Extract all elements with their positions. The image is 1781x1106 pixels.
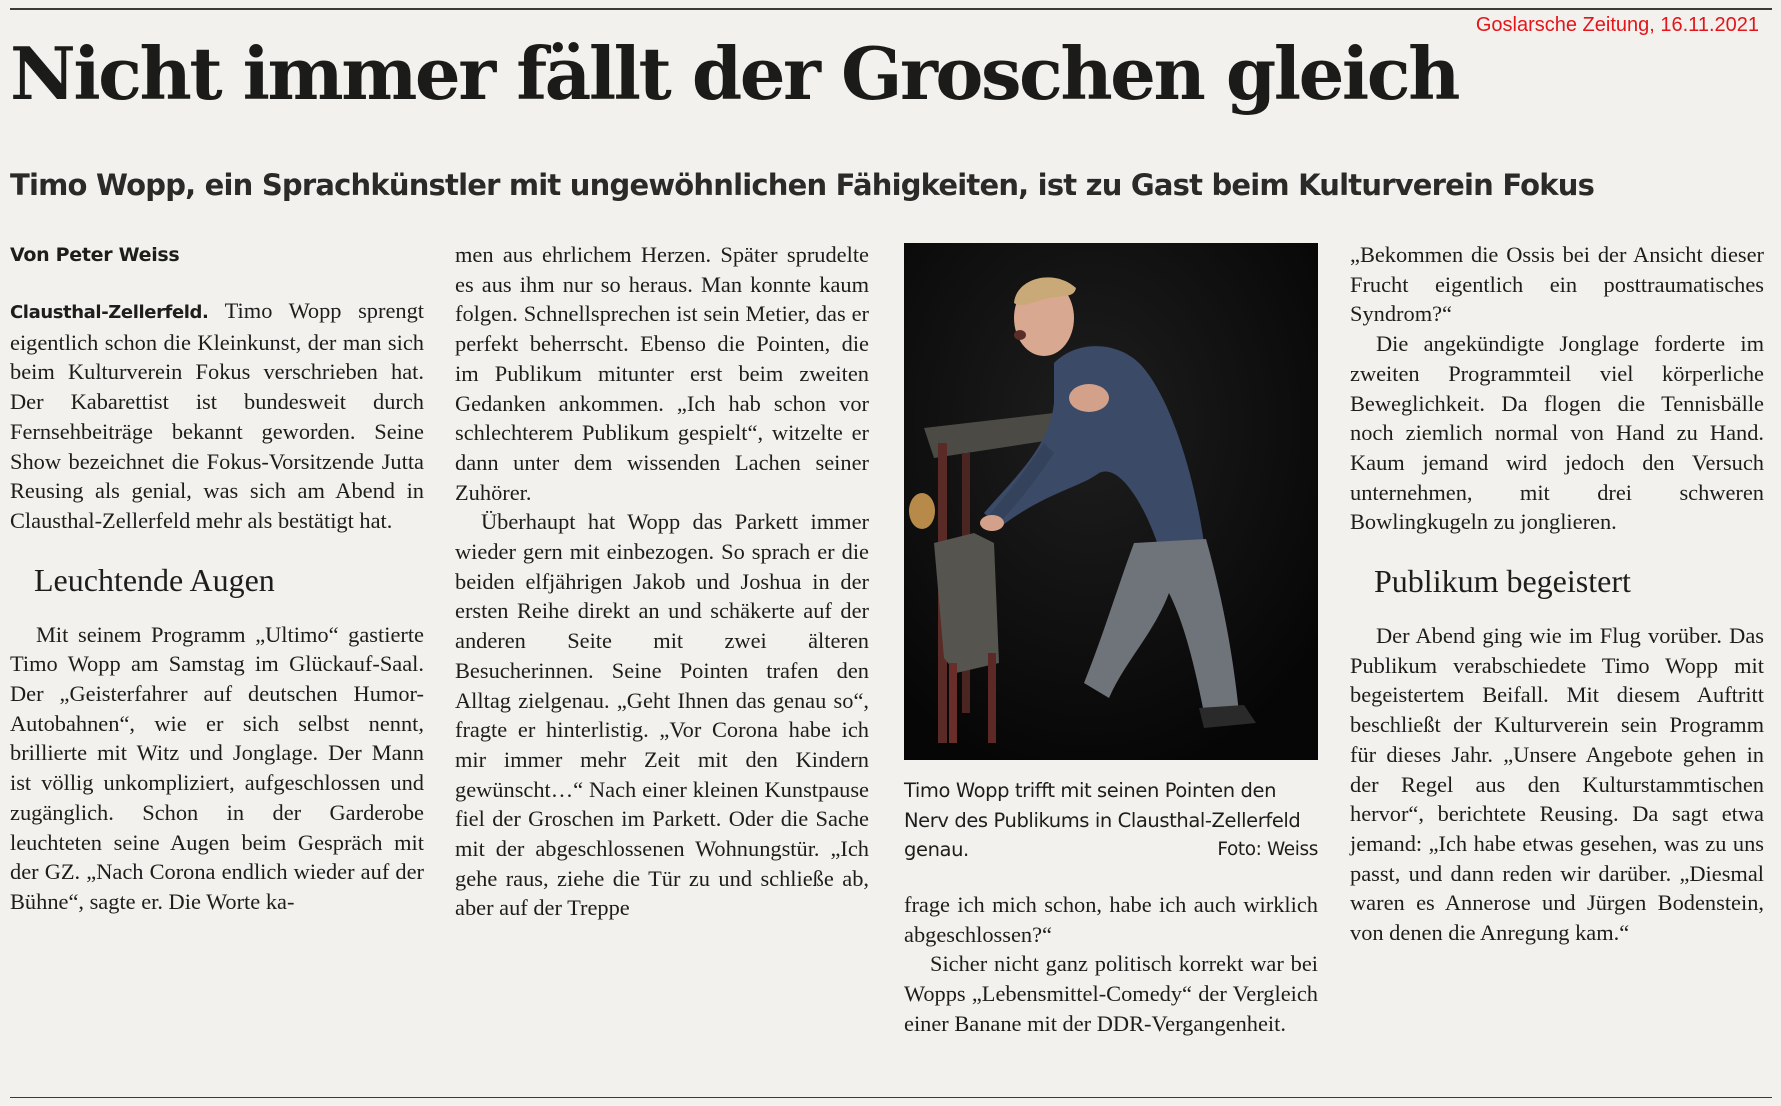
top-rule — [10, 8, 1772, 10]
article-column-3 — [904, 890, 1318, 1039]
paragraph: Überhaupt hat Wopp das Parkett immer wieder gern mit einbezogen. So sprach er die beiden elfjährigen Jakob und Joshua in der ersten Reihe direkt an und schäkerte auf der anderen Seite mit zwei älteren Besucherinnen. Seine Pointen trafen den Alltag zielgenau. „Geht Ihnen das genau so“, fragte er hinterlistig. „Vor Corona habe ich mir immer mehr Zeit mit den Kindern gewünscht…“ Nach einer kleinen Kunstpause fiel der Groschen im Parkett. Oder die Sache mit der abgeschlossenen Wohnungstür. „Ich gehe raus, ziehe die Tür zu und schließe ab, aber auf der Treppe — [455, 509, 869, 921]
paragraph: Mit seinem Programm „Ultimo“ gastierte Timo Wopp am Samstag im Glückauf-Saal. Der „Geisterfahrer auf deutschen Humor-Autobahnen“, wie er sich selbst nennt, brillierte mit Witz und Jonglage. Der Mann ist völlig unkompliziert, aufgeschlossen und zugänglich. Schon in der Garderobe leuchteten seine Augen beim Gespräch mit der GZ. „Nach Corona endlich wieder auf der Bühne“, sagte er. Die Worte ka- — [10, 621, 424, 914]
lead-text: Timo Wopp sprengt eigentlich schon die Kleinkunst, der man sich beim Kulturverein Fokus verschrieben hat. Der Kabarettist ist bundesweit durch Fernsehbeiträge bekannt geworden. Seine Show bezeichnet die Fokus-Vorsitzende Jutta Reusing als genial, was sich am Abend in Clausthal-Zellerfeld mehr als bestätigt hat. — [10, 298, 424, 533]
photo-caption — [904, 776, 1318, 865]
photo-credit: Foto: Weiss — [1217, 839, 1318, 861]
paragraph: Der Abend ging wie im Flug vorüber. Das Publikum verabschiedete Timo Wopp mit begeistertem Beifall. Mit diesem Auftritt beschließt der Kulturverein sein Programm für dieses Jahr. „Unsere Angebote gehen in der Regel aus den Kulturstammtischen hervor“, berichtete Reusing. Da sagt etwa jemand: „Ich habe etwas gesehen, was zu uns passt, und dann reden wir darüber. „Diesmal waren es Annerose und Jürgen Bodenstein, von denen die Anregung kam.“ — [1350, 623, 1764, 946]
paragraph: Sicher nicht ganz politisch korrekt war bei Wopps „Lebensmittel-Comedy“ der Vergleich einer Banane mit der DDR-Vergangenheit. — [904, 951, 1318, 1036]
paragraph: Die angekündigte Jonglage forderte im zweiten Programmteil viel körperliche Beweglichkeit. Da flogen die Tennisbälle noch ziemlich normal von Hand zu Hand. Kaum jemand wird jedoch den Versuch unternehmen, mit drei schweren Bowlingkugeln zu jonglieren. — [1350, 331, 1764, 535]
headline: Nicht immer fällt der Groschen gleich — [10, 31, 1458, 116]
lead-paragraph — [10, 296, 424, 536]
subhead-publikum-begeistert: Publikum begeistert — [1374, 563, 1631, 600]
paragraph: frage ich mich schon, habe ich auch wirklich abgeschlossen?“ — [904, 892, 1318, 947]
caption-text: Timo Wopp trifft mit seinen Pointen den Nerv des Publikums in Clausthal-Zellerfeld genau. — [904, 779, 1301, 862]
byline: Von Peter Weiss — [10, 244, 180, 266]
subheadline: Timo Wopp, ein Sprachkünstler mit ungewöhnlichen Fähigkeiten, ist zu Gast beim Kulturverein Fokus — [10, 168, 1595, 202]
article-column-4 — [1350, 240, 1764, 948]
paragraph: „Bekommen die Ossis bei der Ansicht dieser Frucht eigentlich ein posttraumatisches Syndrom?“ — [1350, 242, 1764, 327]
article-photo — [904, 243, 1318, 760]
dateline: Clausthal-Zellerfeld. — [10, 302, 209, 323]
photo-illustration — [904, 243, 1318, 760]
subhead-leuchtende-augen: Leuchtende Augen — [34, 561, 275, 598]
source-note: Goslarsche Zeitung, 16.11.2021 — [1475, 14, 1759, 36]
paragraph: men aus ehrlichem Herzen. Später sprudelte es aus ihm nur so heraus. Man konnte kaum folgen. Schnellsprechen ist sein Metier, das er perfekt beherrscht. Ebenso die Pointen, die im Publikum mitunter erst beim zweiten Gedanken ankommen. „Ich hab schon vor schlechterem Publikum gespielt“, witzelte er dann unter dem wissenden Lachen seiner Zuhörer. — [455, 242, 869, 505]
bottom-rule — [10, 1097, 1772, 1098]
article-column-2 — [455, 240, 869, 923]
article-column-1 — [10, 240, 424, 917]
